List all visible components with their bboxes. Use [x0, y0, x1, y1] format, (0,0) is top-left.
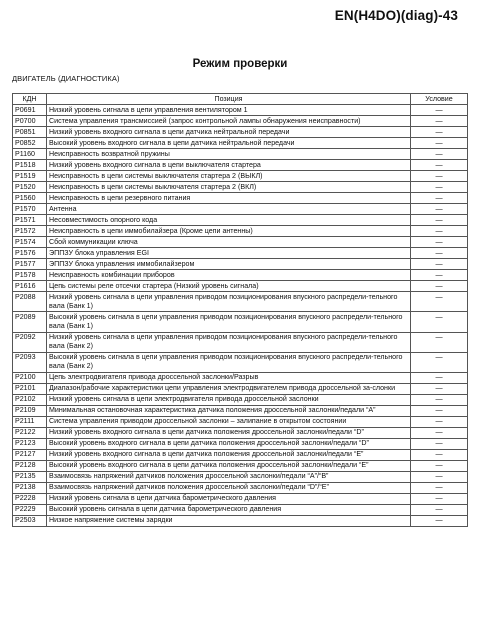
- dtc-position-cell: Высокий уровень сигнала в цепи датчика барометрического давления: [47, 504, 411, 515]
- dtc-code-cell: P1519: [13, 171, 47, 182]
- dtc-condition-cell: —: [411, 352, 468, 372]
- dtc-condition-cell: —: [411, 105, 468, 116]
- dtc-position-cell: Низкий уровень сигнала в цепи датчика барометрического давления: [47, 493, 411, 504]
- dtc-code-cell: P0852: [13, 138, 47, 149]
- table-row: [13, 149, 468, 160]
- dtc-code-cell: P2229: [13, 504, 47, 515]
- dtc-condition-cell: —: [411, 138, 468, 149]
- dtc-code-cell: P1577: [13, 259, 47, 270]
- dtc-table-header: [13, 94, 468, 105]
- dtc-condition-cell: —: [411, 372, 468, 383]
- dtc-code-cell: P2128: [13, 460, 47, 471]
- dtc-condition-cell: —: [411, 416, 468, 427]
- dtc-condition-cell: —: [411, 460, 468, 471]
- dtc-position-cell: Низкий уровень сигнала в цепи управления вентилятором 1: [47, 105, 411, 116]
- dtc-position-cell: Цепь системы реле отсечки стартера (Низкий уровень сигнала): [47, 281, 411, 292]
- dtc-condition-cell: —: [411, 482, 468, 493]
- dtc-code-cell: P2138: [13, 482, 47, 493]
- table-row: [13, 226, 468, 237]
- table-row: [13, 193, 468, 204]
- dtc-code-cell: P1560: [13, 193, 47, 204]
- dtc-code-cell: P0700: [13, 116, 47, 127]
- dtc-position-cell: Цепь электродвигателя привода дроссельной заслонки/Разрыв: [47, 372, 411, 383]
- dtc-condition-cell: —: [411, 215, 468, 226]
- dtc-condition-cell: —: [411, 193, 468, 204]
- dtc-condition-cell: —: [411, 383, 468, 394]
- dtc-condition-cell: —: [411, 127, 468, 138]
- dtc-code-cell: P2109: [13, 405, 47, 416]
- table-row: [13, 248, 468, 259]
- dtc-code-cell: P2093: [13, 352, 47, 372]
- dtc-condition-cell: —: [411, 312, 468, 332]
- dtc-condition-cell: —: [411, 405, 468, 416]
- table-row: [13, 416, 468, 427]
- table-row: [13, 405, 468, 416]
- dtc-code-cell: P2111: [13, 416, 47, 427]
- dtc-condition-cell: —: [411, 171, 468, 182]
- table-row: [13, 352, 468, 372]
- table-row: [13, 372, 468, 383]
- section-title: Режим проверки: [192, 58, 288, 70]
- table-row: [13, 292, 468, 312]
- dtc-code-cell: P2102: [13, 394, 47, 405]
- dtc-code-cell: P1570: [13, 204, 47, 215]
- dtc-position-cell: ЭППЗУ блока управления иммобилайзером: [47, 259, 411, 270]
- dtc-condition-cell: —: [411, 149, 468, 160]
- dtc-position-cell: Неисправность в цепи системы выключателя стартера 2 (ВЫКЛ): [47, 171, 411, 182]
- dtc-condition-cell: —: [411, 160, 468, 171]
- dtc-condition-cell: —: [411, 332, 468, 352]
- dtc-code-cell: P2127: [13, 449, 47, 460]
- dtc-code-cell: P2135: [13, 471, 47, 482]
- table-row: [13, 182, 468, 193]
- table-row: [13, 127, 468, 138]
- dtc-position-cell: Неисправность возвратной пружины: [47, 149, 411, 160]
- dtc-condition-cell: —: [411, 438, 468, 449]
- dtc-position-cell: Неисправность в цепи системы выключателя стартера 2 (ВКЛ): [47, 182, 411, 193]
- table-row: [13, 504, 468, 515]
- dtc-code-cell: P1160: [13, 149, 47, 160]
- dtc-code-cell: P1571: [13, 215, 47, 226]
- dtc-position-cell: Взаимосвязь напряжений датчиков положения дроссельной заслонки/педали “А”/“В”: [47, 471, 411, 482]
- dtc-condition-cell: —: [411, 493, 468, 504]
- dtc-code-cell: P1574: [13, 237, 47, 248]
- dtc-code-cell: P2503: [13, 515, 47, 526]
- dtc-code-cell: P2092: [13, 332, 47, 352]
- dtc-position-cell: Высокий уровень сигнала в цепи управления приводом позиционирования впускного распредели-тельного вала (Банк 2): [47, 352, 411, 372]
- dtc-position-cell: Неисправность в цепи резервного питания: [47, 193, 411, 204]
- dtc-condition-cell: —: [411, 237, 468, 248]
- dtc-code-cell: P0691: [13, 105, 47, 116]
- dtc-position-cell: Высокий уровень входного сигнала в цепи датчика нейтральной передачи: [47, 138, 411, 149]
- dtc-code-cell: P1520: [13, 182, 47, 193]
- table-row: [13, 138, 468, 149]
- dtc-table-body: [13, 105, 468, 526]
- column-header-condition: Условие: [411, 94, 468, 105]
- dtc-code-cell: P1576: [13, 248, 47, 259]
- dtc-condition-cell: —: [411, 116, 468, 127]
- table-row: [13, 215, 468, 226]
- table-row: [13, 460, 468, 471]
- dtc-code-cell: P1518: [13, 160, 47, 171]
- table-row: [13, 482, 468, 493]
- dtc-condition-cell: —: [411, 204, 468, 215]
- table-row: [13, 270, 468, 281]
- dtc-code-cell: P1572: [13, 226, 47, 237]
- dtc-condition-cell: —: [411, 259, 468, 270]
- dtc-position-cell: Несовместимость опорного кода: [47, 215, 411, 226]
- dtc-position-cell: Низкий уровень сигнала в цепи электродвигателя привода дроссельной заслонки: [47, 394, 411, 405]
- dtc-condition-cell: —: [411, 471, 468, 482]
- dtc-condition-cell: —: [411, 226, 468, 237]
- dtc-code-cell: P0851: [13, 127, 47, 138]
- column-header-code: КДН: [13, 94, 47, 105]
- dtc-position-cell: Низкий уровень входного сигнала в цепи датчика положения дроссельной заслонки/педали “E”: [47, 449, 411, 460]
- dtc-position-cell: Высокий уровень входного сигнала в цепи датчика положения дроссельной заслонки/педали “E”: [47, 460, 411, 471]
- table-row: [13, 116, 468, 127]
- dtc-position-cell: Низкий уровень входного сигнала в цепи выключателя стартера: [47, 160, 411, 171]
- header-row: [13, 94, 468, 105]
- table-row: [13, 105, 468, 116]
- table-row: [13, 394, 468, 405]
- dtc-condition-cell: —: [411, 394, 468, 405]
- table-row: [13, 471, 468, 482]
- dtc-condition-cell: —: [411, 270, 468, 281]
- dtc-condition-cell: —: [411, 248, 468, 259]
- dtc-code-cell: P1578: [13, 270, 47, 281]
- table-row: [13, 438, 468, 449]
- section-subtitle: ДВИГАТЕЛЬ (ДИАГНОСТИКА): [12, 74, 120, 83]
- dtc-position-cell: Система управления приводом дроссельной заслонки – залипание в открытом состоянии: [47, 416, 411, 427]
- dtc-position-cell: Низкий уровень входного сигнала в цепи датчика положения дроссельной заслонки/педали “D”: [47, 427, 411, 438]
- table-row: [13, 515, 468, 526]
- table-row: [13, 237, 468, 248]
- dtc-code-cell: P2122: [13, 427, 47, 438]
- dtc-position-cell: Неисправность в цепи иммобилайзера (Кроме цепи антенны): [47, 226, 411, 237]
- table-row: [13, 427, 468, 438]
- dtc-position-cell: Антенна: [47, 204, 411, 215]
- dtc-code-cell: P1616: [13, 281, 47, 292]
- dtc-position-cell: Высокий уровень входного сигнала в цепи датчика положения дроссельной заслонки/педали “D”: [47, 438, 411, 449]
- page-header-title: EN(H4DO)(diag)-43: [334, 8, 458, 23]
- table-row: [13, 383, 468, 394]
- table-row: [13, 259, 468, 270]
- dtc-position-cell: Неисправность комбинации приборов: [47, 270, 411, 281]
- dtc-position-cell: Система управления трансмиссией (запрос контрольной лампы обнаружения неисправности): [47, 116, 411, 127]
- dtc-code-cell: P2101: [13, 383, 47, 394]
- table-row: [13, 449, 468, 460]
- dtc-position-cell: Низкий уровень входного сигнала в цепи датчика нейтральной передачи: [47, 127, 411, 138]
- column-header-position: Позиция: [47, 94, 411, 105]
- dtc-condition-cell: —: [411, 515, 468, 526]
- table-row: [13, 160, 468, 171]
- dtc-position-cell: Взаимосвязь напряжений датчиков положения дроссельной заслонки/педали “D”/“E”: [47, 482, 411, 493]
- dtc-condition-cell: —: [411, 182, 468, 193]
- dtc-code-cell: P2123: [13, 438, 47, 449]
- dtc-position-cell: Сбой коммуникации ключа: [47, 237, 411, 248]
- table-row: [13, 171, 468, 182]
- dtc-position-cell: Высокий уровень сигнала в цепи управления приводом позиционирования впускного распредели-тельного вала (Банк 1): [47, 312, 411, 332]
- table-row: [13, 204, 468, 215]
- dtc-position-cell: Диапазон/рабочие характеристики цепи управления электродвигателем привода дроссельной за-слонки: [47, 383, 411, 394]
- dtc-condition-cell: —: [411, 292, 468, 312]
- dtc-position-cell: Низкое напряжение системы зарядки: [47, 515, 411, 526]
- dtc-table: [12, 93, 468, 527]
- table-row: [13, 281, 468, 292]
- dtc-code-cell: P2089: [13, 312, 47, 332]
- dtc-code-cell: P2088: [13, 292, 47, 312]
- table-row: [13, 332, 468, 352]
- dtc-position-cell: ЭППЗУ блока управления EGI: [47, 248, 411, 259]
- dtc-code-cell: P2228: [13, 493, 47, 504]
- dtc-position-cell: Низкий уровень сигнала в цепи управления приводом позиционирования впускного распредели-тельного вала (Банк 2): [47, 332, 411, 352]
- dtc-condition-cell: —: [411, 504, 468, 515]
- dtc-condition-cell: —: [411, 281, 468, 292]
- dtc-position-cell: Низкий уровень сигнала в цепи управления приводом позиционирования впускного распредели-тельного вала (Банк 1): [47, 292, 411, 312]
- dtc-position-cell: Минимальная остановочная характеристика датчика положения дроссельной заслонки/педали “А”: [47, 405, 411, 416]
- table-row: [13, 493, 468, 504]
- table-row: [13, 312, 468, 332]
- dtc-condition-cell: —: [411, 449, 468, 460]
- dtc-condition-cell: —: [411, 427, 468, 438]
- dtc-code-cell: P2100: [13, 372, 47, 383]
